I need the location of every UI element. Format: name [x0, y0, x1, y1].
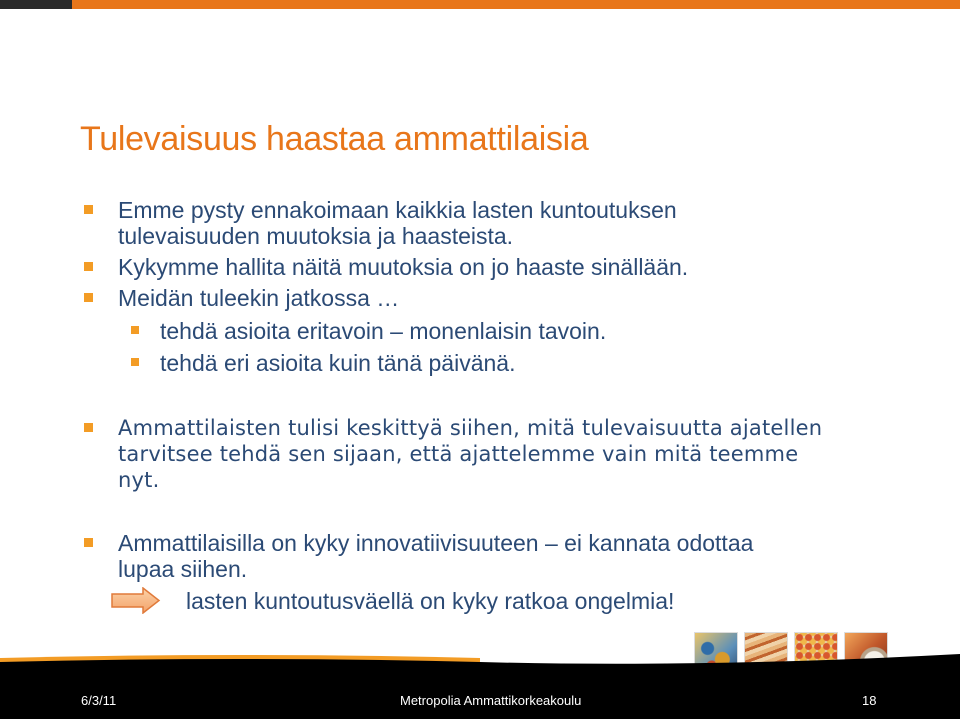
slide-title: Tulevaisuus haastaa ammattilaisia [80, 120, 589, 158]
bullet-5-line-1: Ammattilaisilla on kyky innovatiivisuuteen – ei kannata odottaa [118, 530, 754, 556]
bullet-icon [84, 205, 93, 214]
footer-organization: Metropolia Ammattikorkeakoulu [400, 693, 582, 708]
bullet-3-sub-1: tehdä asioita eritavoin – monenlaisin tavoin. [160, 318, 607, 344]
top-bar-dark [0, 0, 72, 9]
bullet-4-line-2: tarvitsee tehdä sen sijaan, että ajattelemme vain mitä teemme [118, 442, 799, 466]
top-bar-accent [72, 0, 960, 9]
sub-bullet-icon [131, 326, 139, 334]
arrow-statement: lasten kuntoutusväellä on kyky ratkoa ongelmia! [186, 588, 675, 614]
bullet-icon [84, 293, 93, 302]
footer-date: 6/3/11 [81, 693, 117, 708]
bullet-3: Meidän tuleekin jatkossa … [118, 285, 400, 311]
bullet-1-line-2: tulevaisuuden muutoksia ja haasteista. [118, 223, 514, 249]
bullet-icon [84, 262, 93, 271]
sub-bullet-icon [131, 358, 139, 366]
bullet-4-line-1: Ammattilaisten tulisi keskittyä siihen, mitä tulevaisuutta ajatellen [118, 416, 823, 440]
bullet-2: Kykymme hallita näitä muutoksia on jo haaste sinällään. [118, 254, 689, 280]
footer-bar [0, 676, 960, 719]
bullet-4-line-3: nyt. [118, 468, 160, 492]
bullet-icon [84, 538, 93, 547]
bullet-1-line-1: Emme pysty ennakoimaan kaikkia lasten kuntoutuksen [118, 197, 677, 223]
right-arrow-icon [111, 587, 161, 614]
bullet-icon [84, 423, 93, 432]
page-number: 18 [862, 693, 877, 708]
bullet-3-sub-2: tehdä eri asioita kuin tänä päivänä. [160, 350, 516, 376]
bullet-5-line-2: lupaa siihen. [118, 556, 248, 582]
